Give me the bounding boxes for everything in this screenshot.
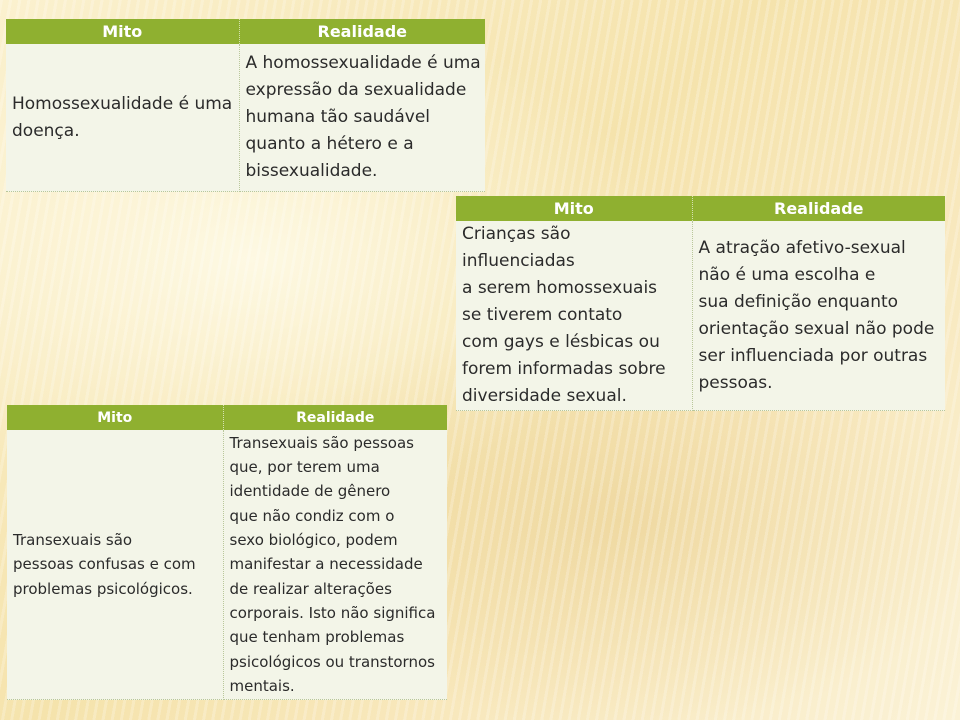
mito-text: Transexuais são pessoas confusas e com problemas psicológicos. [13, 531, 196, 598]
table-header-row [6, 19, 485, 44]
realidade-text: A atração afetivo-sexual não é uma escolha e sua definição enquanto orientação sexual não pode ser influenciada por outras pessoas. [698, 237, 935, 393]
header-mito: Mito [6, 19, 239, 44]
realidade-cell [223, 430, 447, 700]
table-row [7, 430, 447, 700]
header-realidade: Realidade [223, 405, 447, 430]
myth-reality-table-transsexuals [7, 405, 447, 700]
header-realidade: Realidade [239, 19, 485, 44]
header-mito: Mito [7, 405, 223, 430]
header-mito: Mito [456, 196, 692, 221]
myth-reality-table-homosexuality [6, 19, 485, 192]
table-header-row [7, 405, 447, 430]
realidade-text: Transexuais são pessoas que, por terem uma identidade de gênero que não condiz com o sexo biológico, podem manifestar a necessidade de realizar alterações corporais. Isto não significa que tenham problemas psicológicos ou transtornos mentais. [229, 433, 436, 695]
table-row [456, 221, 945, 411]
mito-cell [7, 430, 223, 700]
myth-reality-table-children [456, 196, 945, 411]
mito-cell [6, 44, 239, 192]
realidade-cell [239, 44, 485, 192]
mito-cell [456, 221, 692, 411]
realidade-text: A homossexualidade é uma expressão da sexualidade humana tão saudável quanto a hétero e a bissexualidade. [245, 53, 481, 181]
realidade-cell [692, 221, 945, 411]
header-realidade: Realidade [692, 196, 945, 221]
mito-text: Crianças são influenciadas a serem homossexuais se tiverem contato com gays e lésbicas ou forem informadas sobre diversidade sexual. [462, 224, 666, 406]
mito-text: Homossexualidade é uma doença. [12, 93, 233, 141]
table-header-row [456, 196, 945, 221]
table-row [6, 44, 485, 192]
